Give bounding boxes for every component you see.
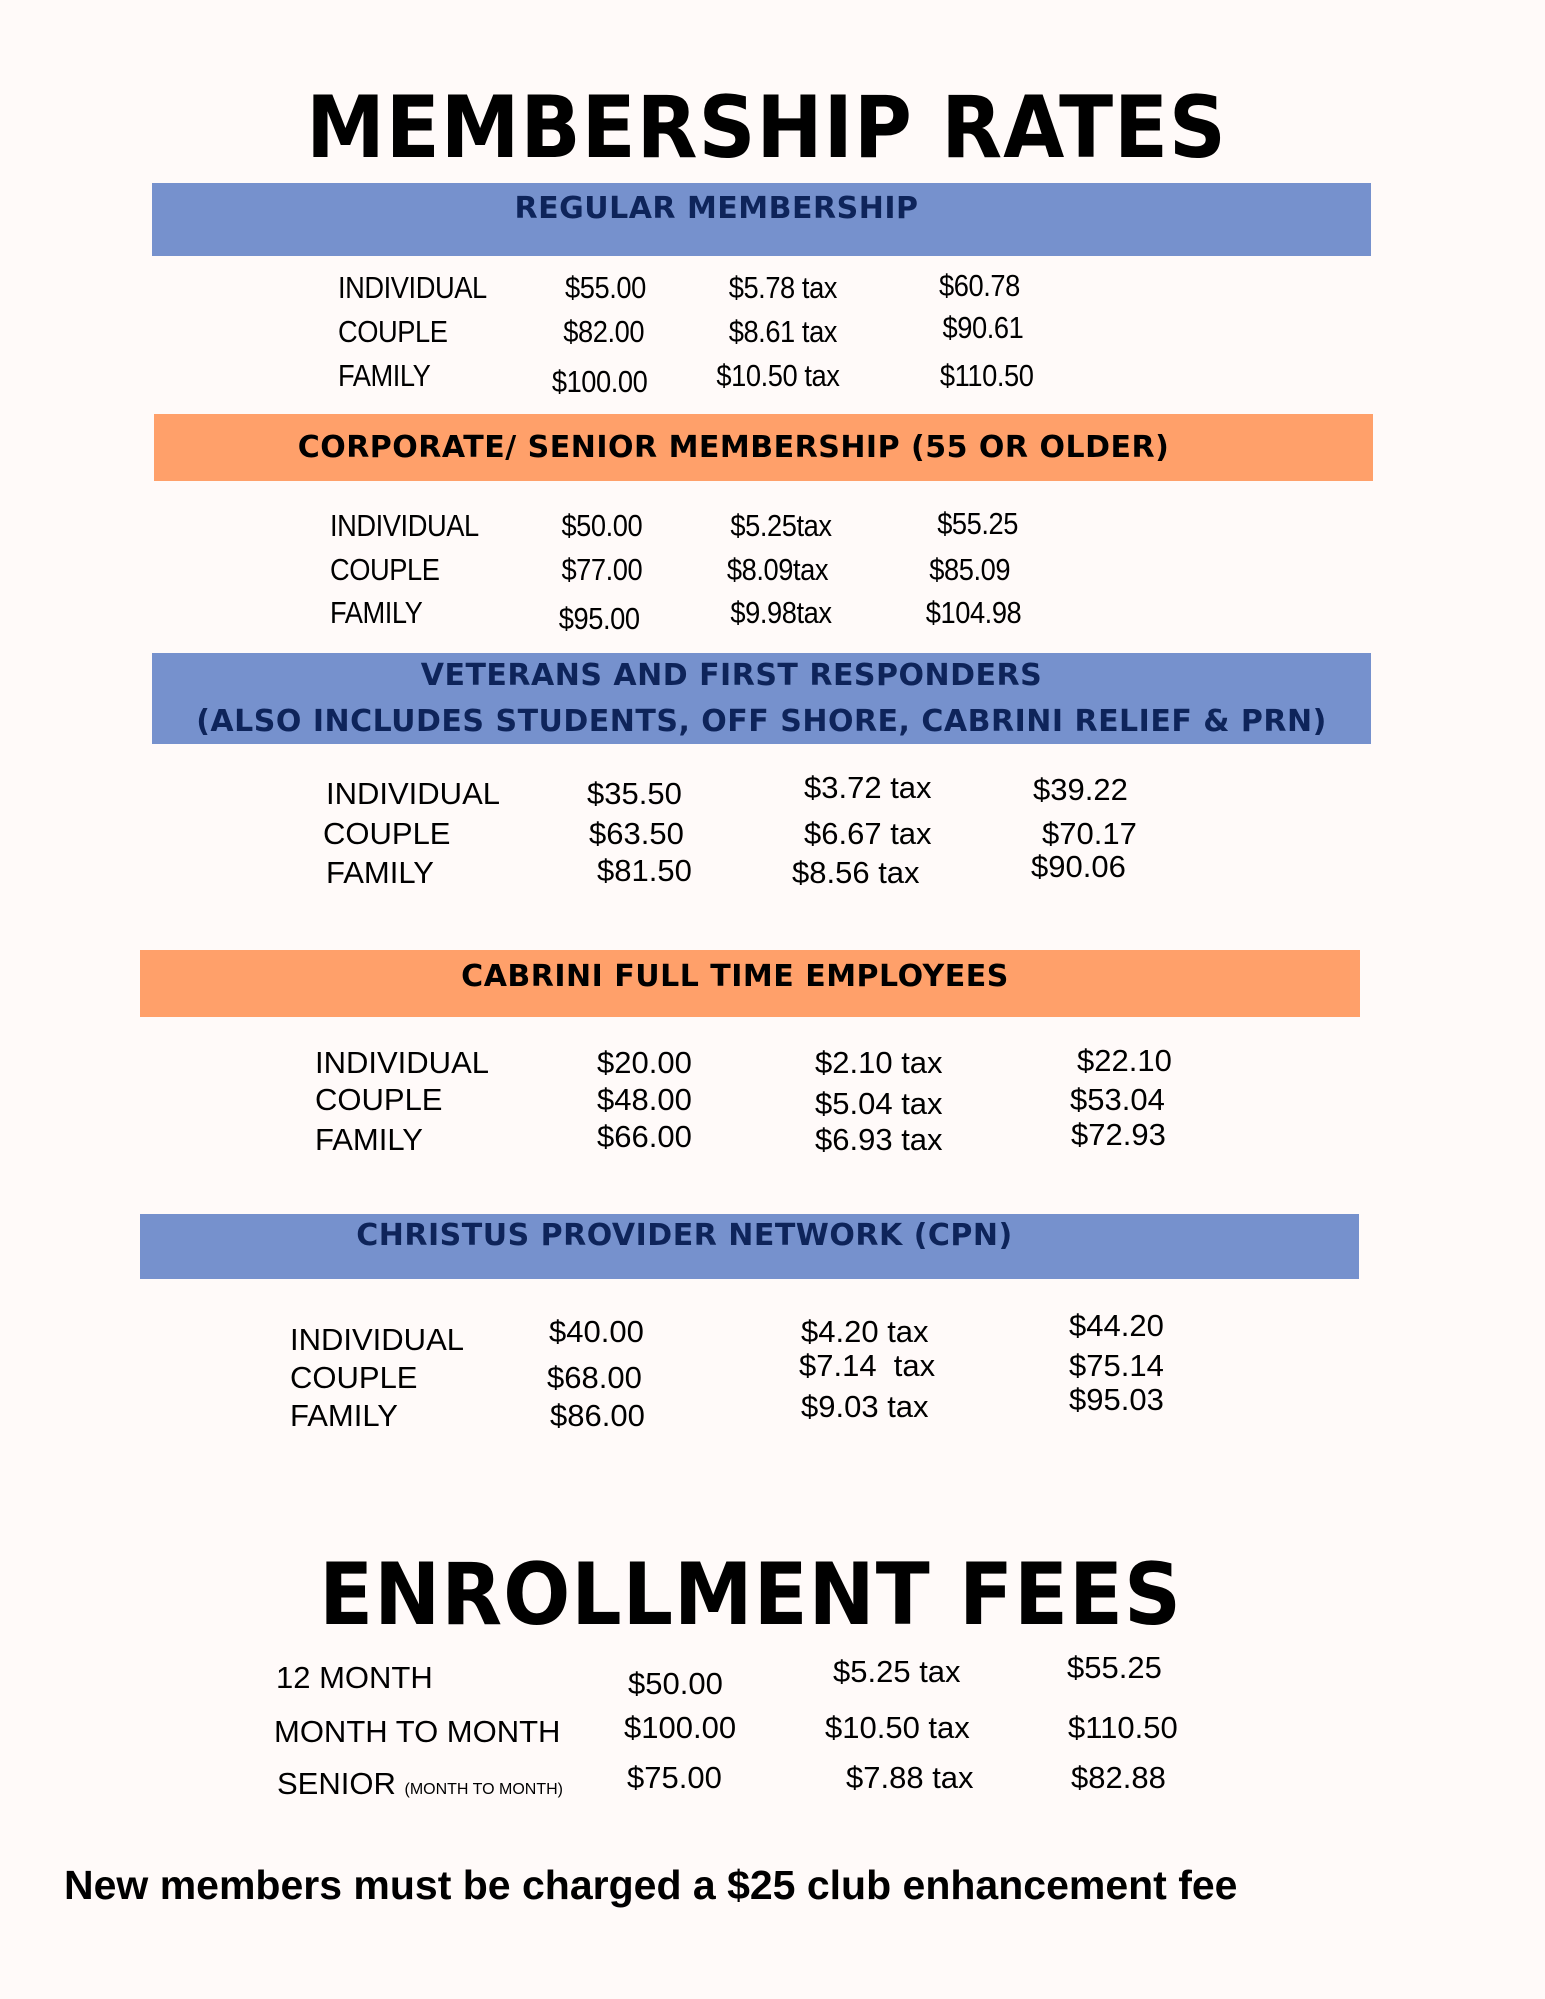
section-header-cabrini-employees: CABRINI FULL TIME EMPLOYEES — [140, 950, 1360, 1017]
enrollment-fees-title: ENROLLMENT FEES — [319, 1545, 1182, 1645]
section-header-corporate-senior: CORPORATE/ SENIOR MEMBERSHIP (55 OR OLDER) — [154, 414, 1373, 481]
membership-rates-title: MEMBERSHIP RATES — [306, 78, 1227, 178]
senior-label: SENIOR — [277, 1766, 396, 1801]
section-header-veterans: VETERANS AND FIRST RESPONDERS (ALSO INCLUDES STUDENTS, OFF SHORE, CABRINI RELIEF & PRN) — [152, 653, 1371, 744]
enhancement-fee-note: New members must be charged a $25 club enhancement fee — [64, 1862, 1238, 1908]
senior-qualifier: (MONTH TO MONTH) — [404, 1781, 563, 1798]
section-header-regular: REGULAR MEMBERSHIP — [152, 183, 1371, 256]
section-header-cpn: CHRISTUS PROVIDER NETWORK (CPN) — [140, 1214, 1359, 1279]
